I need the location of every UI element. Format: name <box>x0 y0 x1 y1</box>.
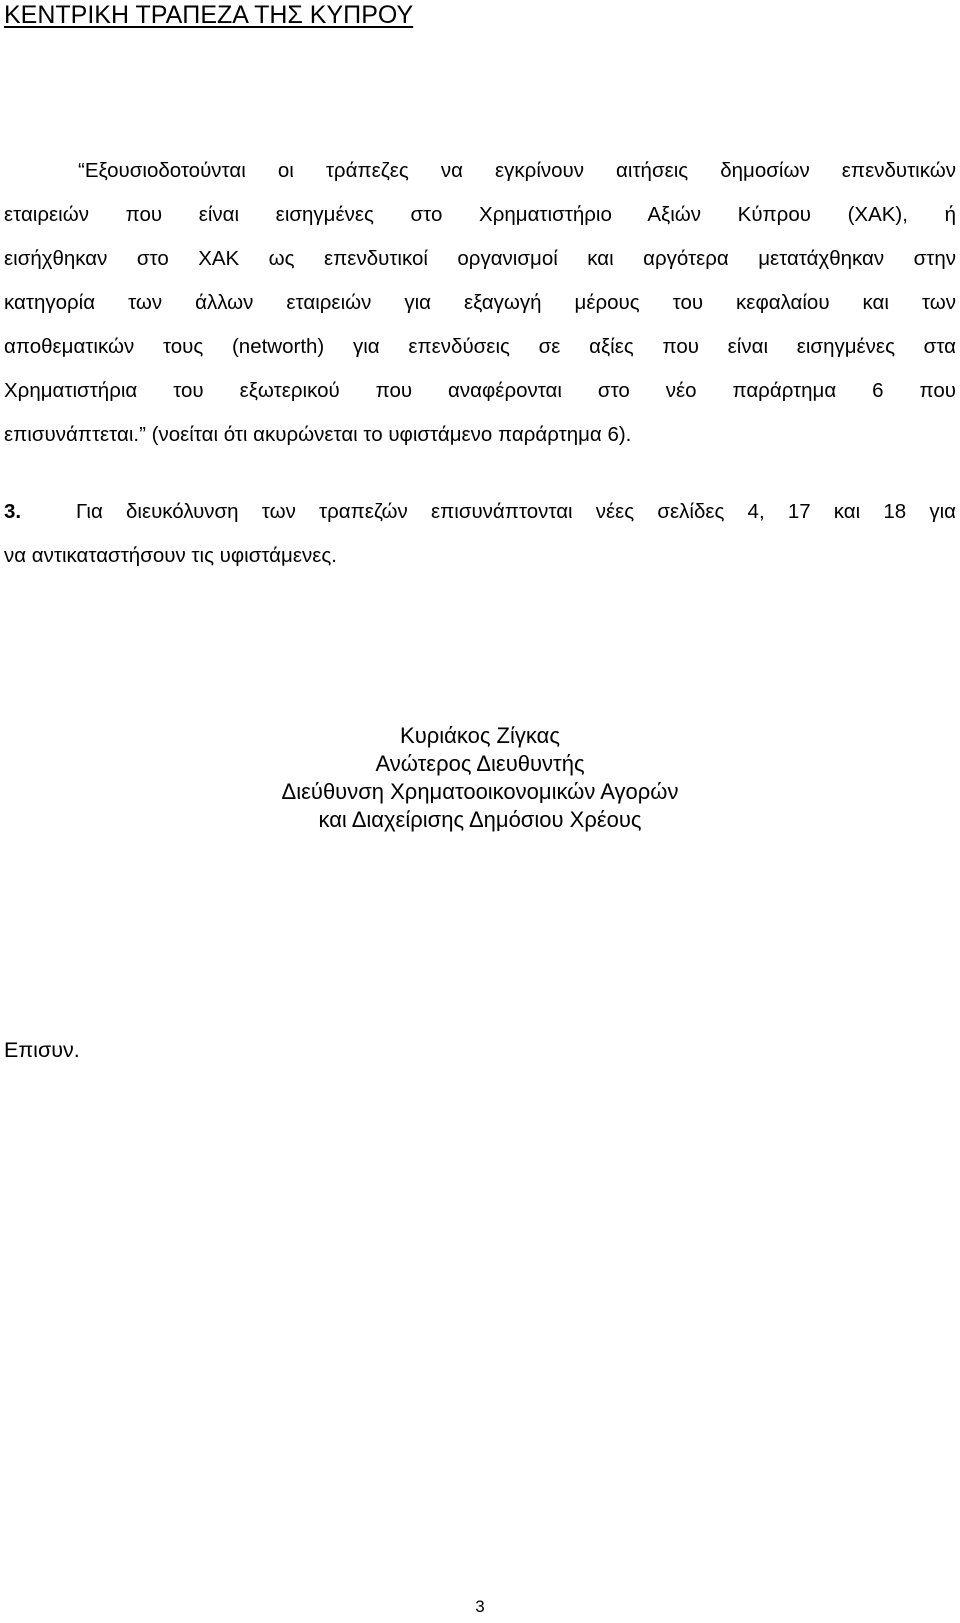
point-number: 3. <box>4 500 22 523</box>
paragraph-line: Χρηματιστήρια του εξωτερικού που αναφέρονται στο νέο παράρτημα 6 που <box>4 379 956 402</box>
paragraph-line: αποθεματικών τους (networth) για επενδύσεις σε αξίες που είναι εισηγμένες στα <box>4 335 956 358</box>
paragraph-line: να αντικαταστήσουν τις υφιστάμενες. <box>4 544 337 567</box>
enclosure-label: Επισυν. <box>4 1038 80 1062</box>
paragraph-line: επισυνάπτεται.” (νοείται ότι ακυρώνεται το υφιστάμενο παράρτημα 6). <box>4 423 632 446</box>
signatory-department-continued: και Διαχείρισης Δημόσιου Χρέους <box>318 807 642 832</box>
paragraph-line: κατηγορία των άλλων εταιρειών για εξαγωγή μέρους του κεφαλαίου και των <box>4 291 956 314</box>
paragraph-line: εισήχθηκαν στο ΧΑΚ ως επενδυτικοί οργανισμοί και αργότερα μετατάχθηκαν στην <box>4 247 956 270</box>
bank-name-heading: ΚΕΝΤΡΙΚΗ ΤΡΑΠΕΖΑ ΤΗΣ ΚΥΠΡΟΥ <box>4 1 414 29</box>
paragraph-line: Για διευκόλυνση των τραπεζών επισυνάπτονται νέες σελίδες 4, 17 και 18 για <box>76 500 956 523</box>
signatory-department: Διεύθυνση Χρηματοοικονομικών Αγορών <box>281 779 679 804</box>
signatory-title: Ανώτερος Διευθυντής <box>375 751 585 776</box>
page-number: 3 <box>475 1597 485 1616</box>
paragraph-line: εταιρειών που είναι εισηγμένες στο Χρηματιστήριο Αξιών Κύπρου (ΧΑΚ), ή <box>4 203 956 226</box>
signatory-name: Κυριάκος Ζίγκας <box>400 723 560 748</box>
paragraph-line: “Εξουσιοδοτούνται οι τράπεζες να εγκρίνουν αιτήσεις δημοσίων επενδυτικών <box>78 159 956 182</box>
